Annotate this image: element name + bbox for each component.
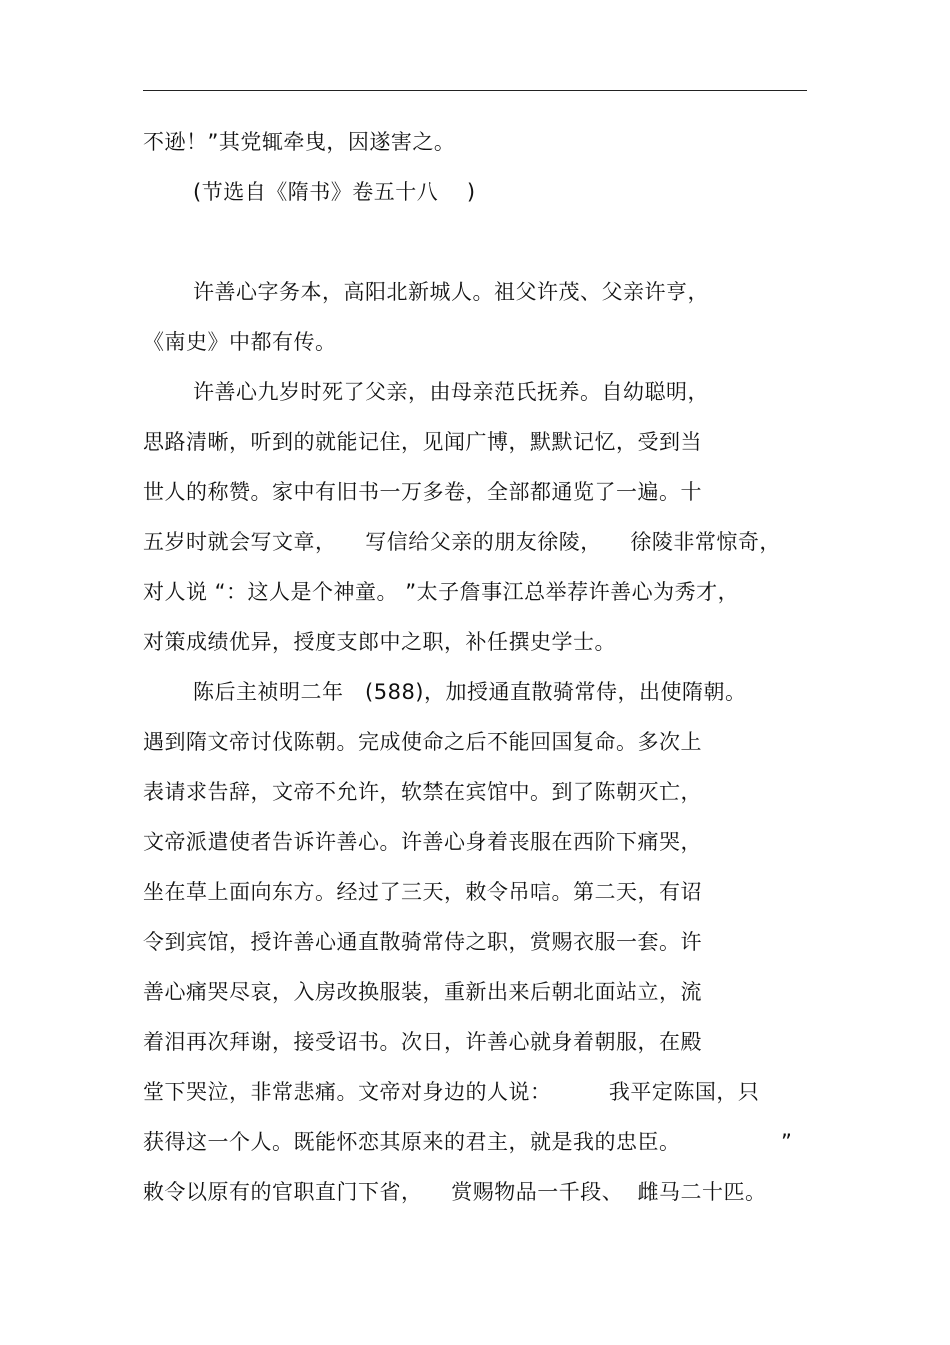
text-line: 许善心九岁时死了父亲，由母亲范氏抚养。自幼聪明， bbox=[193, 380, 709, 404]
text-line: 对人说 “：这人是个神童。 ”太子詹事江总举荐许善心为秀才， bbox=[143, 580, 740, 604]
text-line: 许善心字务本，高阳北新城人。祖父许茂、父亲许亨， bbox=[193, 280, 709, 304]
text-line: 表请求告辞，文帝不允许，软禁在宾馆中。到了陈朝灭亡， bbox=[143, 780, 702, 804]
text-line: 堂下哭泣，非常悲痛。文帝对身边的人说： 我平定陈国，只 bbox=[143, 1080, 760, 1104]
source-citation: (节选自《隋书》卷五十八 ) bbox=[193, 180, 476, 204]
text-line: 不逊！”其党辄牵曳，因遂害之。 bbox=[143, 130, 456, 154]
text-line: 对策成绩优异，授度支郎中之职，补任撰史学士。 bbox=[143, 630, 616, 654]
text-line: 获得这一个人。既能怀恋其原来的君主，就是我的忠臣。 ” bbox=[143, 1130, 793, 1154]
text-line: 令到宾馆，授许善心通直散骑常侍之职，赏赐衣服一套。许 bbox=[143, 930, 702, 954]
header-rule bbox=[143, 90, 807, 91]
text-line: 思路清晰，听到的就能记住，见闻广博，默默记忆，受到当 bbox=[143, 430, 702, 454]
text-line: 文帝派遣使者告诉许善心。许善心身着丧服在西阶下痛哭， bbox=[143, 830, 702, 854]
text-line: 世人的称赞。家中有旧书一万多卷，全部都通览了一遍。十 bbox=[143, 480, 702, 504]
text-line: 五岁时就会写文章， 写信给父亲的朋友徐陵， 徐陵非常惊奇， bbox=[143, 530, 781, 554]
text-line: 陈后主祯明二年 (588)，加授通直散骑常侍，出使隋朝。 bbox=[193, 680, 747, 704]
text-line: 善心痛哭尽哀，入房改换服装，重新出来后朝北面站立，流 bbox=[143, 980, 702, 1004]
text-line: 坐在草上面向东方。经过了三天，敕令吊唁。第二天，有诏 bbox=[143, 880, 702, 904]
text-line: 《南史》中都有传。 bbox=[143, 330, 337, 354]
text-line: 敕令以原有的官职直门下省， 赏赐物品一千段、 雌马二十匹。 bbox=[143, 1180, 767, 1204]
text-line: 遇到隋文帝讨伐陈朝。完成使命之后不能回国复命。多次上 bbox=[143, 730, 702, 754]
text-line: 着泪再次拜谢，接受诏书。次日，许善心就身着朝服，在殿 bbox=[143, 1030, 702, 1054]
